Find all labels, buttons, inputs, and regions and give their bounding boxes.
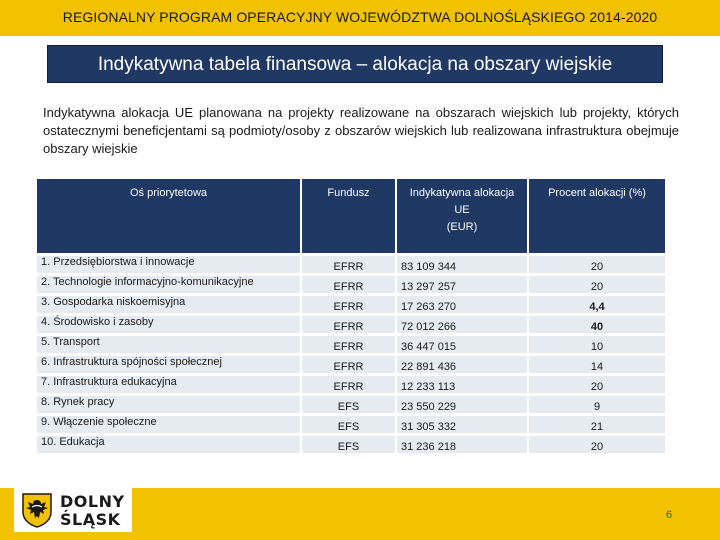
table-row: [37, 316, 665, 333]
row-axis: 8. Rynek pracy: [37, 396, 302, 413]
row-percent: 10: [529, 336, 665, 353]
row-axis: 6. Infrastruktura spójności społecznej: [37, 356, 302, 373]
slide-description: Indykatywna alokacja UE planowana na projekty realizowane na obszarach wiejskich lub projekty, których ostatecznymi beneficjentami są podmioty/osoby z obszarów wiejskich lub realizowana infrastruktura obejmuje obszary wiejskie: [43, 105, 679, 156]
row-axis: 5. Transport: [37, 336, 302, 353]
logo-text-line1: DOLNY: [60, 492, 125, 511]
row-percent: 4,4: [529, 296, 665, 313]
row-percent: 20: [529, 436, 665, 453]
row-percent: 9: [529, 396, 665, 413]
row-axis: 1. Przedsiębiorstwa i innowacje: [37, 256, 302, 273]
header-amount-line1: Indykatywna alokacja: [409, 187, 515, 199]
table-row: [37, 376, 665, 393]
row-axis: 3. Gospodarka niskoemisyjna: [37, 296, 302, 313]
header-amount-line2: UE: [454, 204, 470, 216]
table-header-row: [37, 179, 665, 253]
table-row: [37, 336, 665, 353]
row-axis: 7. Infrastruktura edukacyjna: [37, 376, 302, 393]
row-amount: 13 297 257: [397, 276, 529, 293]
row-amount: 31 236 218: [397, 436, 529, 453]
table-row: [37, 396, 665, 413]
row-percent: 20: [529, 256, 665, 273]
table-row: [37, 416, 665, 433]
header-fund: Fundusz: [302, 179, 397, 253]
row-axis: 9. Włączenie społeczne: [37, 416, 302, 433]
table-row: [37, 356, 665, 373]
row-amount: 72 012 266: [397, 316, 529, 333]
table-row: [37, 256, 665, 273]
header-percent: Procent alokacji (%): [529, 179, 665, 253]
logo: [14, 488, 132, 532]
row-percent: 20: [529, 276, 665, 293]
slide-title: Indykatywna tabela finansowa – alokacja na obszary wiejskie: [97, 54, 613, 75]
row-percent: 40: [529, 316, 665, 333]
table-row: [37, 276, 665, 293]
row-amount: 83 109 344: [397, 256, 529, 273]
table-row: [37, 296, 665, 313]
row-fund: EFS: [302, 436, 397, 453]
allocation-table: [37, 176, 665, 456]
header-amount: [397, 179, 529, 253]
row-axis: 4. Środowisko i zasoby: [37, 316, 302, 333]
page-number: 6: [666, 509, 673, 521]
row-fund: EFRR: [302, 376, 397, 393]
eagle-crest-icon: [21, 492, 53, 528]
row-fund: EFS: [302, 416, 397, 433]
row-percent: 14: [529, 356, 665, 373]
row-axis: 2. Technologie informacyjno-komunikacyjne: [37, 276, 302, 293]
table-row: [37, 436, 665, 453]
row-fund: EFS: [302, 396, 397, 413]
row-percent: 20: [529, 376, 665, 393]
row-amount: 36 447 015: [397, 336, 529, 353]
row-amount: 17 263 270: [397, 296, 529, 313]
table-body: [37, 256, 665, 453]
top-banner: [0, 0, 720, 36]
row-fund: EFRR: [302, 316, 397, 333]
row-amount: 12 233 113: [397, 376, 529, 393]
header-amount-line3: (EUR): [446, 221, 478, 233]
row-amount: 31 305 332: [397, 416, 529, 433]
row-fund: EFRR: [302, 336, 397, 353]
slide-title-box: [47, 45, 663, 83]
row-amount: 23 550 229: [397, 396, 529, 413]
logo-text-line2: ŚLĄSK: [60, 510, 121, 529]
row-fund: EFRR: [302, 276, 397, 293]
row-fund: EFRR: [302, 356, 397, 373]
row-amount: 22 891 436: [397, 356, 529, 373]
row-fund: EFRR: [302, 296, 397, 313]
row-percent: 21: [529, 416, 665, 433]
header-axis: Oś priorytetowa: [37, 179, 302, 253]
row-axis: 10. Edukacja: [37, 436, 302, 453]
program-title: REGIONALNY PROGRAM OPERACYJNY WOJEWÓDZTWA DOLNOŚLĄSKIEGO 2014-2020: [62, 9, 658, 25]
row-fund: EFRR: [302, 256, 397, 273]
